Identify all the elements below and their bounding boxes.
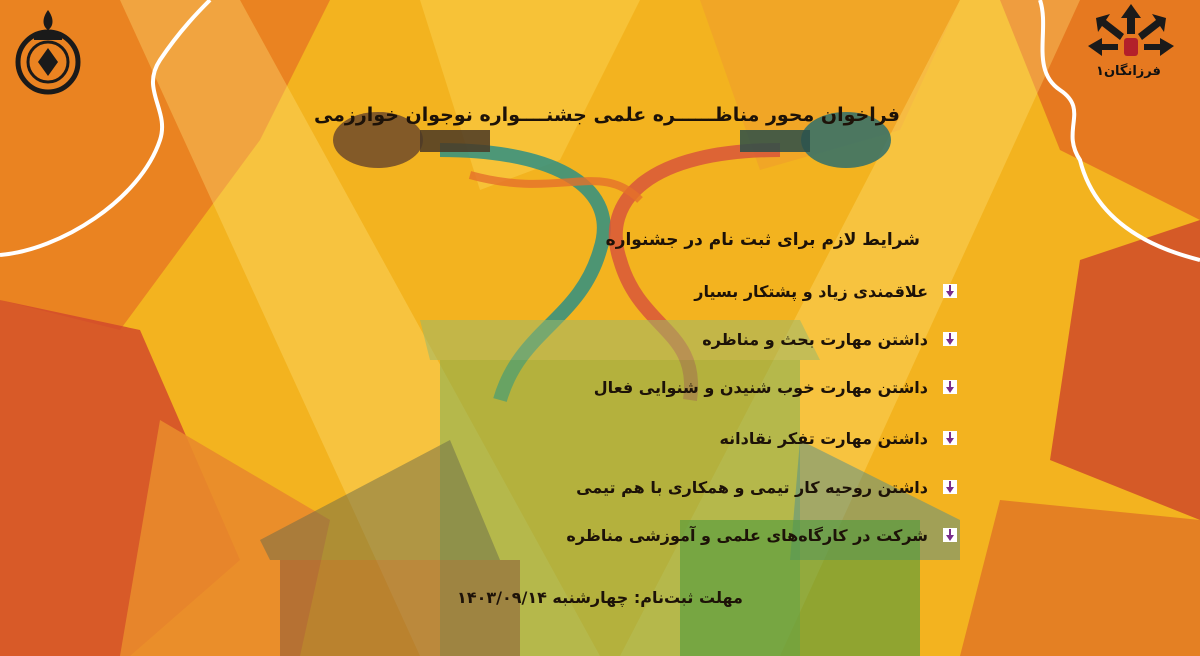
- down-arrow-bullet-icon: [940, 428, 960, 448]
- school-emblem-icon: [12, 8, 84, 96]
- requirement-text: علاقمندی زیاد و پشتکار بسیار: [694, 281, 928, 301]
- down-arrow-bullet-icon: [940, 525, 960, 545]
- registration-deadline: مهلت ثبت‌نام: چهارشنبه ۱۴۰۳/۰۹/۱۴: [457, 588, 743, 607]
- down-arrow-bullet-icon: [940, 477, 960, 497]
- requirement-text: داشتن مهارت بحث و مناظره: [702, 329, 928, 349]
- down-arrow-bullet-icon: [940, 329, 960, 349]
- requirement-text: داشتن مهارت تفکر نقادانه: [719, 428, 928, 448]
- right-logo-label: فرزانگان۱: [1096, 64, 1161, 79]
- arrows-emblem-icon: [1088, 4, 1174, 68]
- requirement-text: داشتن روحیه کار تیمی و همکاری با هم تیمی: [576, 477, 928, 497]
- list-item: [520, 423, 960, 453]
- page-title: فراخوان محور مناظــــــره علمی جشنــــواره نوجوان خوارزمی: [313, 104, 900, 126]
- down-arrow-bullet-icon: [940, 377, 960, 397]
- list-item: [520, 520, 960, 550]
- down-arrow-bullet-icon: [940, 281, 960, 301]
- list-item: [520, 472, 960, 502]
- requirement-text: داشتن مهارت خوب شنیدن و شنوایی فعال: [593, 377, 928, 397]
- list-item: [520, 372, 960, 402]
- list-item: [520, 324, 960, 354]
- requirements-heading: شرایط لازم برای ثبت نام در جشنواره: [605, 230, 920, 250]
- requirement-text: شرکت در کارگاه‌های علمی و آموزشی مناظره: [566, 525, 928, 545]
- list-item: [520, 276, 960, 306]
